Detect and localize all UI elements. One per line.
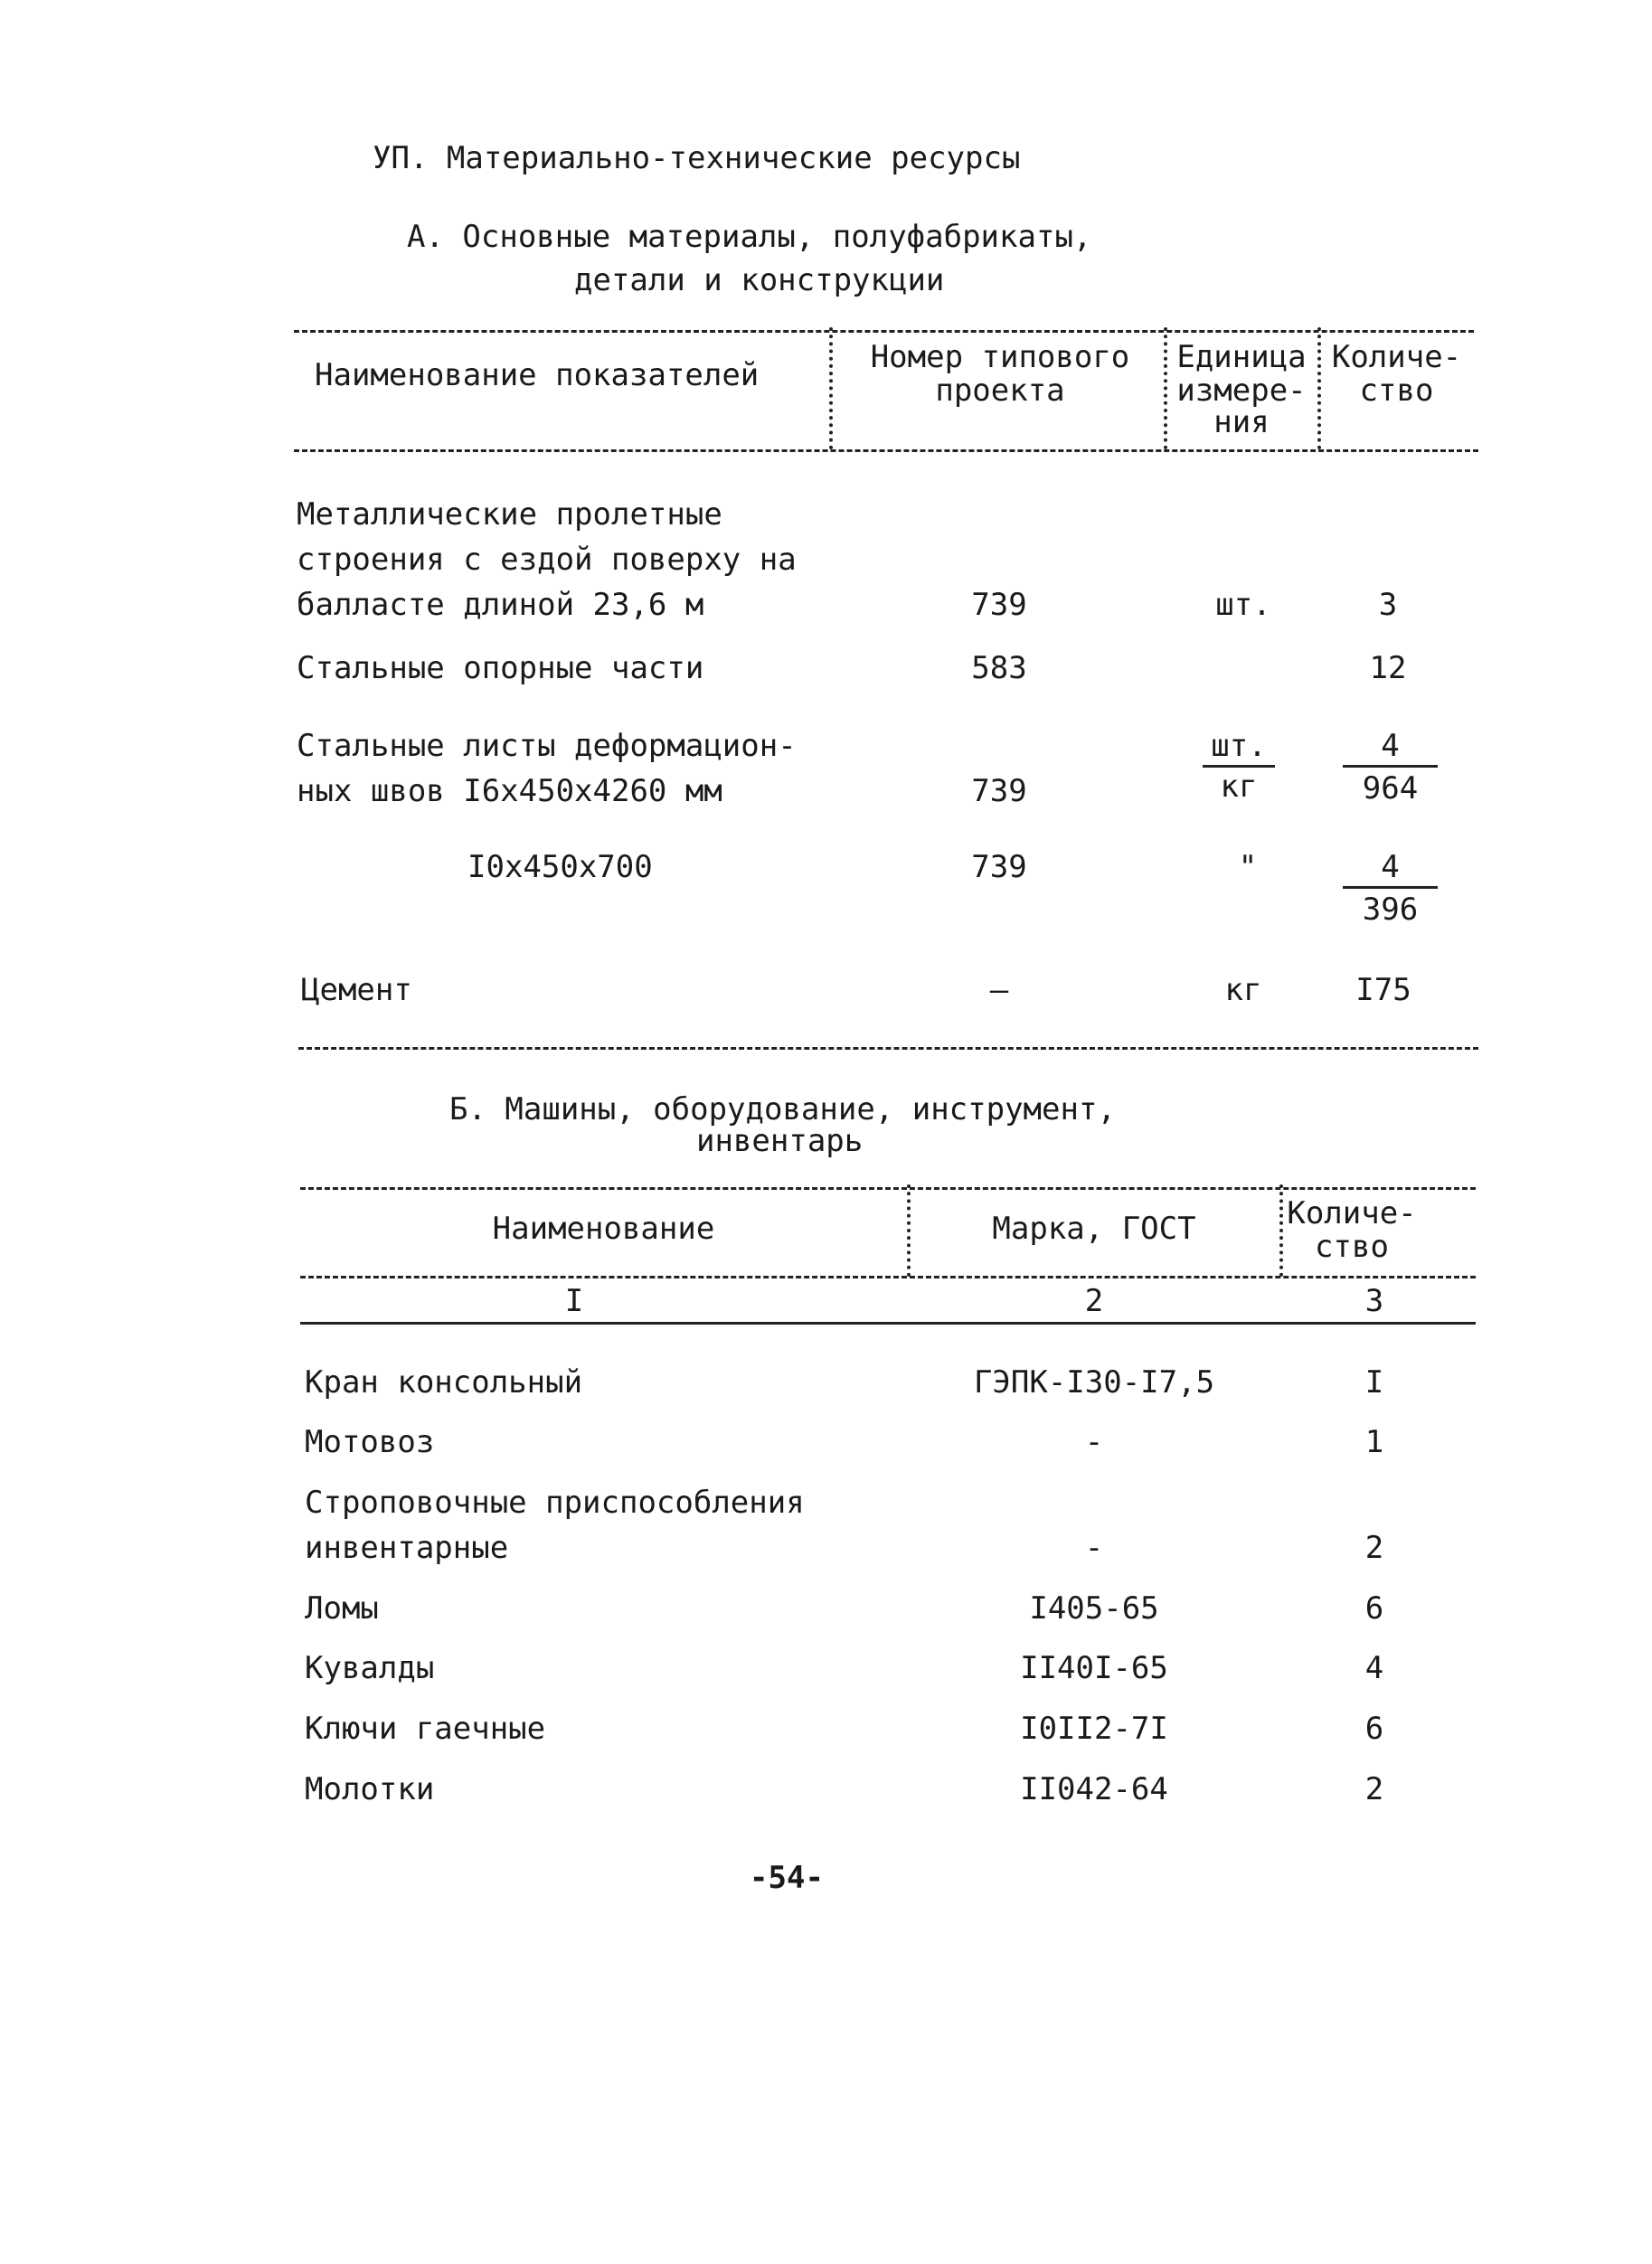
b-row2-mark: -	[1084, 1424, 1104, 1460]
row4-name: I0х450х700	[467, 849, 653, 885]
col-number-1: I	[564, 1283, 584, 1319]
table-b-top-rule	[300, 1187, 1476, 1190]
b-row4-mark: I405-65	[1029, 1590, 1159, 1627]
b-row4-qty: 6	[1364, 1590, 1384, 1627]
header-unit-line1: Единица	[1176, 339, 1307, 375]
b-row3-qty: 2	[1364, 1530, 1384, 1566]
row2-name: Стальные опорные части	[297, 650, 704, 686]
row3-name-line1: Стальные листы деформацион-	[297, 728, 797, 764]
table-b-col-sep-1	[907, 1184, 911, 1277]
row3-qty-den: 964	[1362, 770, 1419, 807]
table-b-col-sep-2	[1279, 1184, 1283, 1277]
header-unit-line3: ния	[1213, 404, 1270, 440]
b-row6-mark: I0II2-7I	[1020, 1711, 1168, 1747]
row4-unit: "	[1238, 849, 1258, 885]
row4-qty-den: 396	[1362, 891, 1419, 928]
b-row1-mark: ГЭПК-I30-I7,5	[973, 1364, 1215, 1401]
row3-unit-fraction	[1203, 728, 1275, 805]
header-qty-line1: Количе-	[1331, 339, 1462, 375]
b-row1-name: Кран консольный	[305, 1364, 583, 1401]
table-a-top-rule	[294, 330, 1474, 333]
row4-qty-num: 4	[1343, 852, 1438, 889]
b-row2-name: Мотовоз	[305, 1424, 435, 1460]
header-unit-line2: измере-	[1176, 373, 1307, 409]
header-b-name: Наименование	[492, 1211, 715, 1247]
table-a-header-rule	[294, 449, 1478, 452]
b-row3-mark: -	[1084, 1530, 1104, 1566]
row3-name-line2: ных швов I6х450х4260 мм	[297, 773, 722, 809]
part-b-title-line2: инвентарь	[696, 1123, 864, 1159]
section-title: УП. Материально-технические ресурсы	[373, 140, 1021, 176]
table-b-number-rule	[300, 1322, 1476, 1325]
row1-name-line3: балласте длиной 23,6 м	[297, 587, 704, 623]
row3-unit-den: кг	[1220, 769, 1258, 805]
b-row5-name: Кувалды	[305, 1650, 435, 1686]
table-a-bottom-rule	[298, 1047, 1478, 1050]
row1-name-line1: Металлические пролетные	[297, 496, 722, 533]
row3-qty-fraction	[1343, 728, 1438, 807]
b-row5-qty: 4	[1364, 1650, 1384, 1686]
row5-name: Цемент	[301, 972, 412, 1008]
row1-qty: 3	[1378, 587, 1398, 623]
row4-project: 739	[971, 849, 1027, 885]
table-a-col-sep-1	[829, 327, 833, 449]
header-project-line2: проекта	[935, 373, 1065, 409]
header-project-line1: Номер типового	[870, 339, 1130, 375]
header-b-mark: Марка, ГОСТ	[992, 1211, 1196, 1247]
row1-name-line2: строения с ездой поверху на	[297, 542, 797, 578]
header-qty-line2: ство	[1359, 373, 1434, 409]
row5-project: —	[989, 972, 1009, 1008]
table-a-col-sep-2	[1164, 327, 1167, 449]
header-b-qty-line2: ство	[1315, 1229, 1389, 1265]
row5-unit: кг	[1224, 972, 1262, 1008]
b-row6-name: Ключи гаечные	[305, 1711, 546, 1747]
part-a-title-line1: А. Основные материалы, полуфабрикаты,	[407, 219, 1092, 255]
b-row4-name: Ломы	[305, 1590, 379, 1627]
part-a-title-line2: детали и конструкции	[574, 262, 945, 298]
b-row1-qty: I	[1364, 1364, 1384, 1401]
row2-qty: 12	[1369, 650, 1407, 686]
header-b-qty-line1: Количе-	[1287, 1195, 1417, 1231]
b-row7-qty: 2	[1364, 1771, 1384, 1807]
header-name: Наименование показателей	[315, 357, 760, 393]
b-row3-name-line2: инвентарные	[305, 1530, 509, 1566]
b-row7-name: Молотки	[305, 1771, 435, 1807]
row1-project: 739	[971, 587, 1027, 623]
b-row3-name-line1: Строповочные приспособления	[305, 1485, 805, 1521]
row3-unit-num: шт.	[1203, 731, 1275, 768]
b-row7-mark: II042-64	[1020, 1771, 1168, 1807]
row4-qty-fraction	[1343, 849, 1438, 928]
page-number: -54-	[750, 1860, 824, 1896]
b-row6-qty: 6	[1364, 1711, 1384, 1747]
b-row2-qty: 1	[1364, 1424, 1384, 1460]
row3-project: 739	[971, 773, 1027, 809]
b-row5-mark: II40I-65	[1020, 1650, 1168, 1686]
table-a-col-sep-3	[1317, 327, 1321, 449]
row1-unit: шт.	[1215, 587, 1271, 623]
row5-qty: I75	[1355, 972, 1411, 1008]
col-number-3: 3	[1364, 1283, 1384, 1319]
part-b-title-line1: Б. Машины, оборудование, инструмент,	[449, 1091, 1116, 1127]
row2-project: 583	[971, 650, 1027, 686]
col-number-2: 2	[1084, 1283, 1104, 1319]
row3-qty-num: 4	[1343, 731, 1438, 768]
table-b-header-rule	[300, 1276, 1476, 1278]
